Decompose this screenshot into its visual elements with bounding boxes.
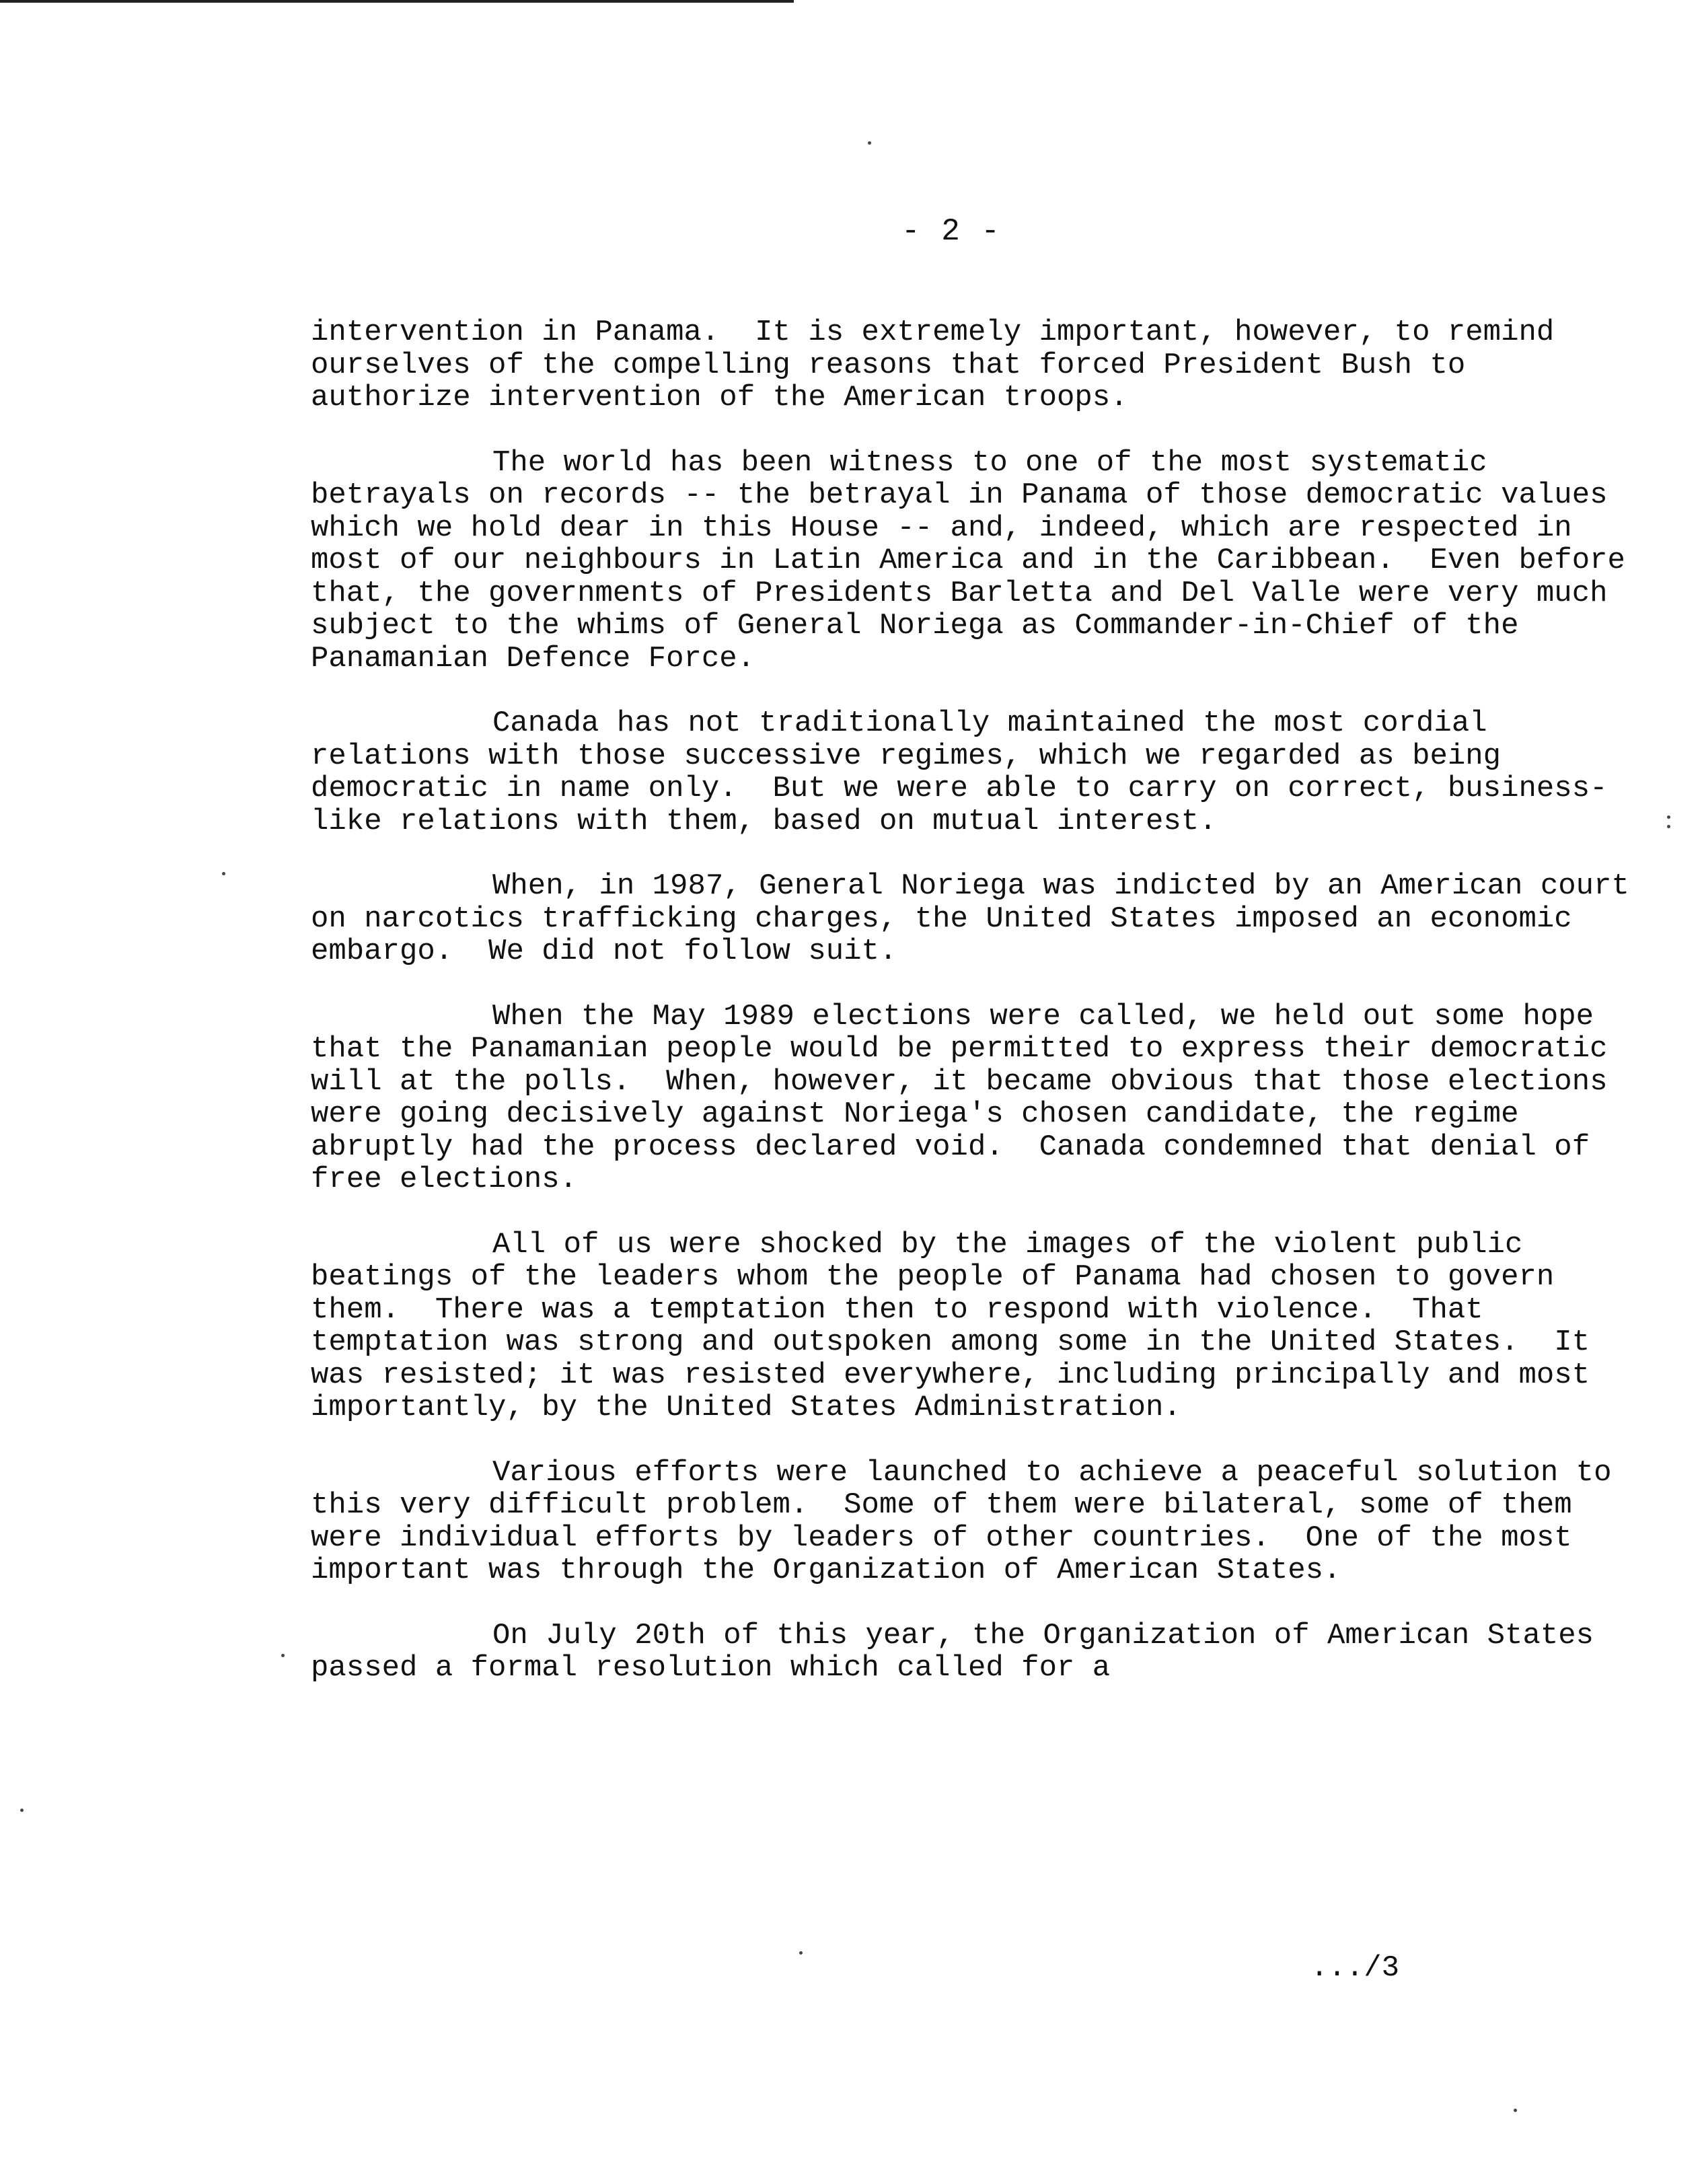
continuation-marker: .../3 <box>1310 1951 1400 1985</box>
page-number: - 2 - <box>901 214 1002 249</box>
paragraph-5: When the May 1989 elections were called, we held out some hope that the Panamanian people would be permitted to express their democratic will at the polls. When, however, it became obvious that those elections were going decisively against Noriega's chosen candidate, the regime abruptly had the process declared void. Canada condemned that denial of free elections. <box>311 999 1625 1196</box>
scan-speck <box>1667 815 1670 819</box>
top-edge-rule <box>0 0 794 3</box>
paragraph-6: All of us were shocked by the images of the violent public beatings of the leaders whom the people of Panama had chosen to govern them. There was a temptation then to respond with violence. That temptation was strong and outspoken among some in the United States. It was resisted; it was resisted everywhere, including principally and most importantly, by the United States Administration. <box>311 1227 1608 1424</box>
scan-speck <box>222 872 225 875</box>
scan-speck <box>799 1951 803 1955</box>
paragraph-4: When, in 1987, General Noriega was indicted by an American court on narcotics trafficking charges, the United States imposed an economic embargo. We did not follow suit. <box>311 869 1647 968</box>
paragraph-8: On July 20th of this year, the Organization of American States passed a formal resolution which called for a <box>311 1618 1612 1685</box>
scan-speck <box>20 1809 24 1812</box>
scan-speck <box>868 141 871 145</box>
paragraph-1: intervention in Panama. It is extremely important, however, to remind ourselves of the compelling reasons that forced President Bush to authorize intervention of the American troops. <box>311 316 1572 414</box>
paragraph-2: The world has been witness to one of the most systematic betrayals on records -- the betrayal in Panama of those democratic values which we hold dear in this House -- and, indeed, which are respected in most of our neighbours in Latin America and in the Caribbean. Even before that, the governments of Presidents Barletta and Del Valle were very much subject to the whims of General Noriega as Commander-in-Chief of the Panamanian Defence Force. <box>311 445 1643 676</box>
scan-speck <box>1514 2109 1517 2112</box>
scan-speck <box>281 1654 285 1657</box>
document-body <box>311 316 1647 1717</box>
paragraph-3: Canada has not traditionally maintained the most cordial relations with those successive regimes, which we regarded as being democratic in name only. But we were able to carry on correct, business-like relations with them, based on mutual interest. <box>311 706 1608 838</box>
paragraph-7: Various efforts were launched to achieve a peaceful solution to this very difficult problem. Some of them were bilateral, some of them were individual efforts by leaders of other countries. One of the most important was through the Organization of American States. <box>311 1455 1629 1587</box>
scan-speck <box>1667 825 1670 828</box>
